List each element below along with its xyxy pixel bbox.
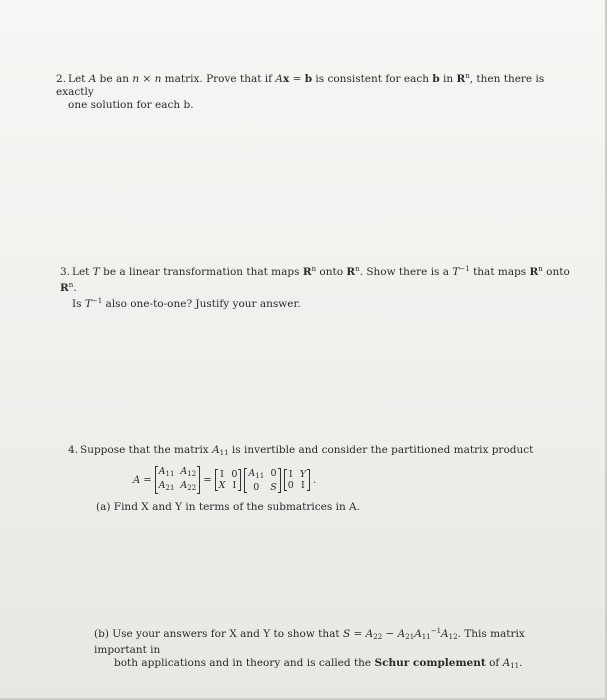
text: be an: [96, 73, 133, 85]
text: onto: [316, 266, 347, 278]
part-b-line-1: (b) Use your answers for X and Y to show that $S = A_{22} - A_{21}A_{11}^{-1}A_{12}$. This matrix important in: [94, 627, 525, 656]
text: Is: [72, 298, 85, 310]
text: in: [439, 73, 457, 85]
text: (b) Use your answers for X and Y to show that: [94, 628, 343, 640]
text: matrix. Prove that if: [161, 73, 276, 85]
problem-4-part-a: (a) Find X and Y in terms of the submatrices in A.: [96, 501, 360, 513]
text: is consistent for each: [312, 73, 433, 85]
problem-number: 2.: [56, 73, 67, 85]
problem-2-line-2: one solution for each b.: [68, 99, 194, 111]
text: , then there is exactly: [56, 73, 545, 98]
text: onto: [542, 266, 570, 278]
matrix-upper: I Y 0 I: [284, 469, 310, 491]
problem-4: [68, 444, 568, 460]
problem-number: 4.: [68, 444, 79, 456]
schur-complement-term: Schur complement: [374, 657, 486, 669]
text: that maps: [469, 266, 530, 278]
problem-2: [56, 70, 576, 112]
matrix-block-diagonal: $A_{11}$ 0 0 S: [244, 468, 280, 493]
matrix-a-blocks: $A_{11}$ $A_{12}$ $A_{21}$ $A_{22}$: [155, 466, 201, 494]
problem-number: 3.: [60, 266, 71, 278]
text: Suppose that the matrix: [80, 444, 213, 456]
problem-4-part-b: [94, 625, 554, 673]
text: be a linear transformation that maps: [99, 266, 303, 278]
part-b-line-2: both applications and in theory and is called the Schur complement of $A_{11}$.: [114, 657, 523, 670]
matrix-lower: I 0 X I: [215, 469, 242, 491]
partitioned-matrix-equation: A = $A_{11}$ $A_{12}$ $A_{21}$ $A_{22}$ = I 0 X I $A_{11}$ 0 0 S I Y 0 I .: [133, 466, 317, 493]
text: also one-to-one? Justify your answer.: [102, 298, 301, 310]
problem-3: [60, 263, 580, 311]
text: both applications and in theory and is called the: [114, 657, 375, 669]
problem-3-line-1: 3. Let T be a linear transformation that maps $R^n$ onto $R^n$. Show there is a $T^{-1}$ that maps $R^n$ onto $R^n$.: [60, 265, 570, 294]
text: is invertible and consider the partitioned matrix product: [228, 444, 534, 456]
text: . This matrix important in: [94, 628, 525, 656]
problem-2-line-1: 2. Let A be an n × n matrix. Prove that if Ax = b is consistent for each b in $R^n$, then there is exactly: [56, 72, 545, 98]
text: Let: [72, 266, 93, 278]
problem-3-line-2: Is $T^{-1}$ also one-to-one? Justify your answer.: [72, 297, 301, 310]
text: Let: [68, 73, 89, 85]
text: . Show there is a: [359, 266, 453, 278]
text: of: [485, 657, 503, 669]
problem-4-line-1: 4. Suppose that the matrix $A_{11}$ is invertible and consider the partitioned matrix product: [68, 444, 534, 457]
